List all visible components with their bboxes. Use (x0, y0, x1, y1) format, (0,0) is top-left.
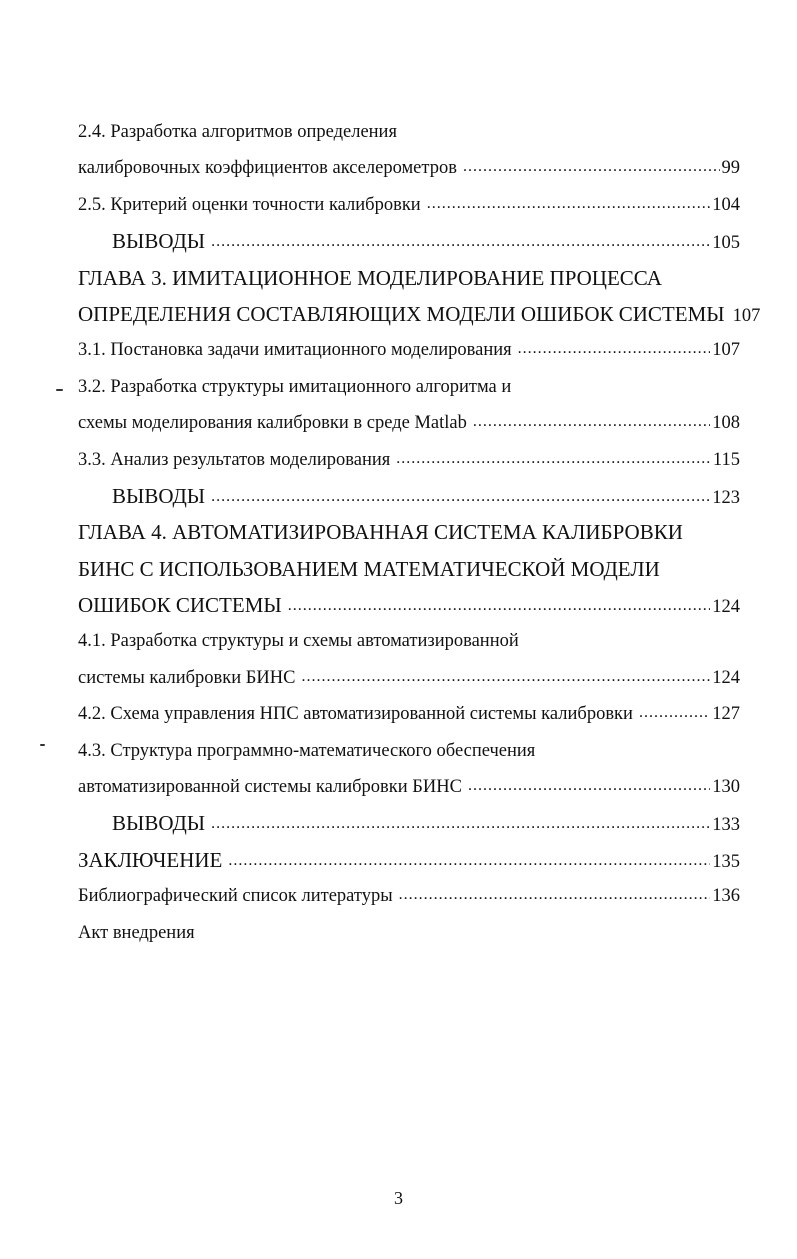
dot-leader (639, 695, 710, 731)
toc-entry-title: 4.1. Разработка структуры и схемы автоматизированной (78, 631, 519, 652)
toc-entry-title: ГЛАВА 4. АВТОМАТИЗИРОВАННАЯ СИСТЕМА КАЛИБРОВКИ (78, 520, 683, 545)
scan-mark (40, 744, 45, 746)
toc-entry (78, 187, 740, 223)
dot-leader (396, 441, 711, 477)
toc-entry (78, 696, 740, 732)
toc-entry (78, 260, 740, 296)
toc-entry-title: ОПРЕДЕЛЕНИЯ СОСТАВЛЯЮЩИХ МОДЕЛИ ОШИБОК СИСТЕМЫ (78, 301, 725, 326)
toc-entry-title: калибровочных коэффициентов акселерометров (78, 158, 457, 179)
toc-entry-title: ОШИБОК СИСТЕМЫ (78, 593, 282, 618)
dot-leader (473, 404, 710, 440)
toc-entry (78, 805, 740, 841)
dot-leader (463, 149, 720, 185)
toc-entry (78, 551, 740, 587)
toc-entry-page: 107 (732, 305, 761, 326)
page-number: 3 (394, 1188, 403, 1208)
toc-entry-title: БИНС С ИСПОЛЬЗОВАНИЕМ МАТЕМАТИЧЕСКОЙ МОДЕЛИ (78, 556, 660, 581)
dot-leader (211, 806, 710, 842)
toc-entry (78, 114, 740, 150)
table-of-contents (78, 114, 761, 951)
toc-entry (78, 332, 740, 368)
toc-entry-title: 4.2. Схема управления НПС автоматизированной системы калибровки (78, 704, 633, 725)
dot-leader (228, 843, 710, 879)
dot-leader (518, 331, 711, 367)
toc-entry-title: 2.5. Критерий оценки точности калибровки (78, 194, 421, 215)
toc-entry-page: 133 (712, 815, 740, 836)
dot-leader (211, 224, 710, 260)
dot-leader (427, 186, 711, 222)
toc-entry (78, 442, 740, 478)
toc-entry (78, 223, 740, 259)
toc-entry-page: 115 (712, 449, 740, 470)
toc-entry-page: 130 (712, 777, 740, 798)
toc-entry-page: 124 (712, 667, 740, 688)
toc-entry (78, 769, 740, 805)
toc-entry (78, 514, 740, 550)
dot-leader (468, 768, 710, 804)
toc-entry-page: 104 (712, 194, 740, 215)
dot-leader (399, 877, 711, 913)
dot-leader (211, 479, 710, 515)
toc-entry (78, 660, 740, 696)
toc-entry (78, 369, 740, 405)
toc-entry-title: ВЫВОДЫ (112, 483, 206, 508)
toc-entry-title: ВЫВОДЫ (112, 229, 206, 254)
scan-mark (56, 389, 63, 391)
toc-entry-page: 105 (712, 233, 740, 254)
toc-entry-title: Библиографический список литературы (78, 886, 393, 907)
toc-entry-title: ВЫВОДЫ (112, 811, 206, 836)
toc-entry-page: 135 (712, 851, 740, 872)
toc-entry (78, 478, 740, 514)
toc-entry-page: 107 (712, 340, 740, 361)
toc-entry (78, 733, 740, 769)
toc-entry (78, 842, 740, 878)
toc-entry-page: 124 (712, 597, 740, 618)
toc-entry-page: 99 (721, 158, 740, 179)
toc-entry-title: 2.4. Разработка алгоритмов определения (78, 122, 397, 142)
toc-entry (78, 915, 740, 951)
toc-entry-title: Акт внедрения (78, 922, 195, 943)
toc-entry-title: ЗАКЛЮЧЕНИЕ (78, 847, 223, 872)
toc-entry-page: 136 (712, 886, 740, 907)
toc-entry-page: 123 (712, 487, 740, 508)
toc-entry-title: ГЛАВА 3. ИМИТАЦИОННОЕ МОДЕЛИРОВАНИЕ ПРОЦЕССА (78, 265, 662, 290)
dot-leader (288, 588, 711, 624)
toc-entry-title: 3.1. Постановка задачи имитационного моделирования (78, 340, 512, 361)
toc-entry (78, 296, 761, 332)
toc-entry (78, 587, 740, 623)
toc-entry-title: системы калибровки БИНС (78, 667, 296, 688)
toc-entry-title: схемы моделирования калибровки в среде Matlab (78, 413, 467, 434)
toc-entry-title: 3.3. Анализ результатов моделирования (78, 449, 391, 470)
toc-entry-title: автоматизированной системы калибровки БИНС (78, 777, 462, 798)
toc-entry (78, 878, 740, 914)
dot-leader (301, 659, 710, 695)
toc-entry-title: 4.3. Структура программно-математического обеспечения (78, 740, 536, 761)
toc-entry (78, 150, 740, 186)
toc-entry-page: 108 (712, 413, 740, 434)
toc-entry (78, 405, 740, 441)
toc-entry-title: 3.2. Разработка структуры имитационного алгоритма и (78, 376, 512, 397)
toc-entry-page: 127 (712, 704, 740, 725)
toc-entry (78, 623, 740, 659)
